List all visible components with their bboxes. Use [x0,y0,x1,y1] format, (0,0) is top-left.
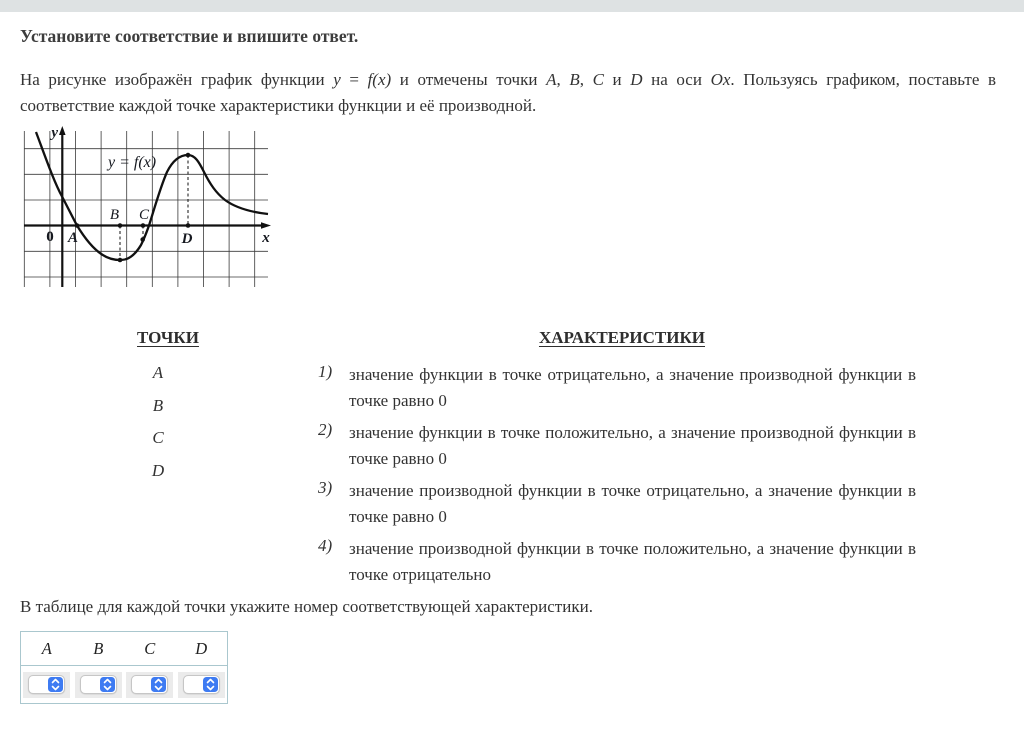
point-item-c: C [152,428,164,447]
answer-select-a[interactable] [28,675,65,694]
origin-label: 0 [46,229,54,245]
characteristic-number: 3) [318,478,333,497]
characteristics-column-header: ХАРАКТЕРИСТИКИ [538,328,706,347]
point-b-label: B [109,207,119,223]
point-d-label: D [181,231,193,247]
curve-equation-label: y = f(x) [108,154,157,171]
page-title: Установите соответствие и впишите ответ. [20,26,359,46]
function-graph [20,126,276,301]
y-axis-label: y [51,126,58,141]
x-axis-label: x [262,230,270,246]
select-backing [126,672,173,698]
characteristic-text: значение производной функции в точке положительно, а значение функции в точке отрицательно [349,539,916,584]
characteristic-text: значение производной функции в точке отрицательно, а значение функции в точке равно 0 [349,481,916,526]
answer-header-c: C [144,638,156,658]
point-item-b: B [152,396,164,415]
select-backing [23,672,70,698]
answer-table-select-row [21,666,227,703]
characteristic-number: 2) [318,420,333,439]
characteristic-text: значение функции в точке положительно, а значение производной функции в точке равно 0 [349,423,916,468]
points-column-header: ТОЧКИ [137,328,199,347]
select-backing [75,672,122,698]
characteristic-item-3 [318,478,918,529]
answer-header-d: D [195,638,208,658]
answer-select-c[interactable] [131,675,168,694]
select-stepper-icon [203,677,218,692]
answer-select-d[interactable] [183,675,220,694]
select-stepper-icon [48,677,63,692]
characteristic-text: значение функции в точке отрицательно, а значение производной функции в точке равно 0 [349,365,916,410]
point-item-a: A [152,363,164,382]
select-backing [178,672,225,698]
answer-instruction: В таблице для каждой точки укажите номер соответствующей характеристики. [20,597,593,616]
answer-select-b[interactable] [80,675,117,694]
y-axis-arrow [59,126,66,135]
answer-table-header-row [21,632,227,666]
characteristic-number: 4) [318,536,333,555]
select-stepper-icon [100,677,115,692]
problem-statement: На рисунке изображён график функции y = f(x) и отмечены точки A, B, C и D на оси Ox. Пользуясь графиком, поставьте в соответствие каждой точке характеристики функции и её производной. [20,70,997,115]
top-bar [0,0,1024,12]
characteristic-item-4 [318,536,918,587]
point-c-label: C [138,207,150,223]
characteristic-item-1 [318,362,918,413]
select-stepper-icon [151,677,166,692]
x-axis-arrow [261,222,271,229]
function-graph-svg [20,126,276,296]
answer-table [20,631,228,704]
characteristic-item-2 [318,420,918,471]
answer-header-b: B [93,638,104,658]
answer-header-a: A [41,638,52,658]
point-a-label: A [67,230,79,246]
point-item-d: D [151,461,165,480]
characteristic-number: 1) [318,362,333,381]
